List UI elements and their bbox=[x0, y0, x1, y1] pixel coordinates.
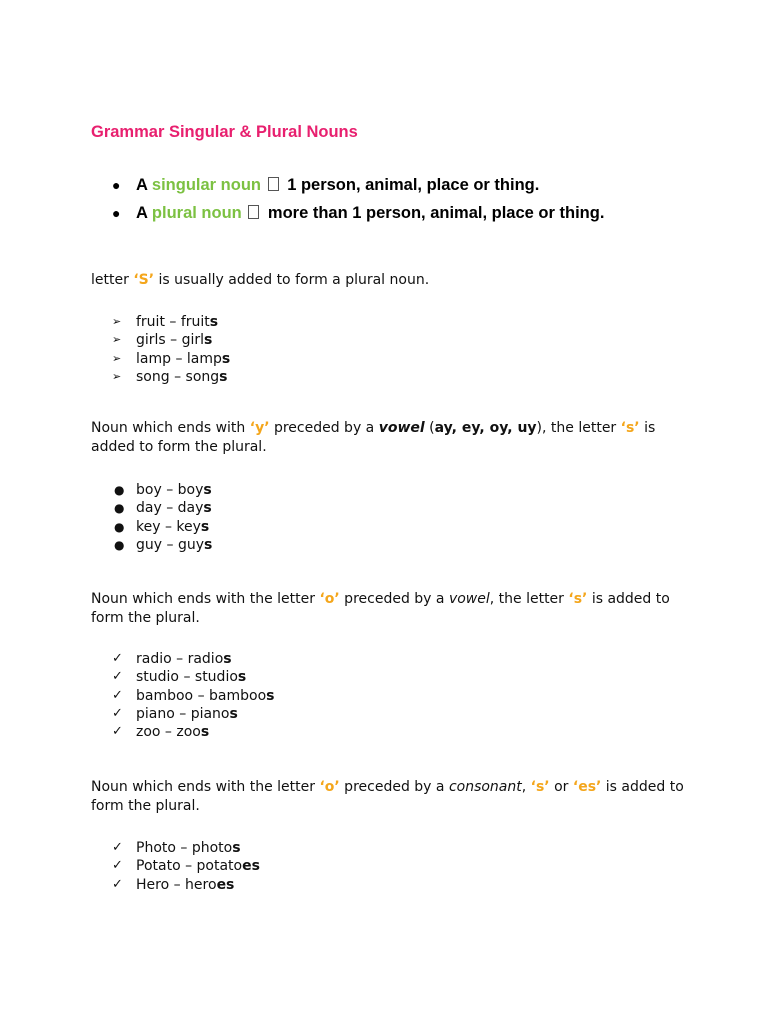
rule-paragraph-o-consonant bbox=[91, 778, 691, 816]
highlighted-letter: ‘es’ bbox=[572, 779, 602, 795]
paragraph-text: , bbox=[521, 779, 531, 795]
paragraph-text: Noun which ends with the letter bbox=[91, 591, 320, 607]
paragraph-text: ( bbox=[424, 420, 435, 436]
word-pair: Potato – potato bbox=[136, 858, 243, 875]
highlighted-letter: ‘s’ bbox=[568, 591, 588, 607]
word-pair: zoo – zoo bbox=[136, 724, 201, 741]
term-singular-noun: singular noun bbox=[151, 176, 261, 194]
arrow-bullet-icon: ➢ bbox=[112, 369, 122, 383]
highlighted-letter: ‘s’ bbox=[530, 779, 550, 795]
list-item bbox=[112, 368, 230, 386]
intro-definition: 1 person, animal, place or thing. bbox=[287, 176, 540, 194]
word-pair: fruit – fruit bbox=[136, 314, 210, 330]
paragraph-text: letter bbox=[91, 272, 134, 288]
emphasis-text: vowel bbox=[378, 420, 425, 436]
plural-suffix: es bbox=[216, 876, 235, 893]
paragraph-text: is usually added to form a plural noun. bbox=[154, 272, 430, 288]
list-item bbox=[112, 876, 260, 894]
list-item bbox=[112, 350, 230, 368]
dot-bullet-icon: ● bbox=[112, 177, 121, 193]
paragraph-text: ), the letter bbox=[536, 420, 621, 436]
arrow-bullet-icon: ➢ bbox=[112, 333, 122, 347]
checkmark-icon: ✓ bbox=[112, 840, 123, 855]
paragraph-text: preceded by a bbox=[339, 591, 449, 607]
example-list-o-vowel bbox=[112, 650, 275, 741]
highlighted-letter: ‘o’ bbox=[319, 779, 340, 795]
paragraph-text: Noun which ends with bbox=[91, 420, 250, 436]
highlighted-letter: ‘o’ bbox=[319, 591, 340, 607]
word-pair: girls – girl bbox=[136, 332, 205, 349]
intro-definition-list bbox=[112, 175, 604, 231]
plural-suffix: s bbox=[200, 518, 210, 535]
missing-glyph-box-icon bbox=[248, 205, 259, 219]
word-pair: day – day bbox=[136, 500, 204, 517]
paragraph-text: is added to form the plural. bbox=[91, 591, 670, 626]
intro-item-singular bbox=[112, 175, 604, 203]
term-plural-noun: plural noun bbox=[151, 204, 242, 222]
word-pair: key – key bbox=[136, 518, 201, 535]
example-list-o-consonant bbox=[112, 839, 260, 894]
highlighted-letter: ‘S’ bbox=[133, 272, 155, 288]
missing-glyph-box-icon bbox=[268, 177, 279, 191]
word-pair: Photo – photo bbox=[136, 840, 233, 856]
paragraph-text: is added to form the plural. bbox=[91, 420, 656, 455]
paragraph-text: preceded by a bbox=[339, 779, 449, 795]
word-pair: bamboo – bamboo bbox=[136, 687, 267, 704]
word-pair: studio – studio bbox=[136, 669, 238, 686]
word-pair: Hero – hero bbox=[136, 876, 217, 893]
list-item bbox=[112, 313, 230, 331]
checkmark-icon: ✓ bbox=[112, 858, 123, 874]
plural-suffix: s bbox=[237, 669, 247, 686]
list-item bbox=[112, 518, 212, 536]
plural-suffix: s bbox=[223, 651, 232, 667]
plural-suffix: es bbox=[242, 858, 260, 875]
paragraph-text: or bbox=[549, 779, 573, 795]
plural-suffix: s bbox=[200, 724, 210, 741]
list-item bbox=[112, 536, 212, 554]
dot-bullet-icon: ● bbox=[114, 537, 125, 552]
list-item bbox=[112, 668, 275, 686]
dot-bullet-icon: ● bbox=[114, 483, 125, 497]
list-item bbox=[112, 857, 260, 875]
plural-suffix: s bbox=[204, 332, 213, 349]
example-list-s bbox=[112, 313, 230, 386]
checkmark-icon: ✓ bbox=[112, 724, 123, 740]
intro-article: A bbox=[136, 176, 148, 194]
checkmark-icon: ✓ bbox=[112, 876, 123, 892]
example-list-y bbox=[112, 481, 212, 554]
plural-suffix: s bbox=[232, 840, 241, 856]
arrow-bullet-icon: ➢ bbox=[112, 351, 122, 365]
bold-text: ay, ey, oy, uy bbox=[434, 420, 537, 436]
checkmark-icon: ✓ bbox=[112, 669, 123, 685]
list-item bbox=[112, 650, 275, 668]
list-item bbox=[112, 499, 212, 517]
word-pair: guy – guy bbox=[136, 536, 204, 553]
word-pair: boy – boy bbox=[136, 482, 204, 498]
word-pair: radio – radio bbox=[136, 651, 224, 667]
paragraph-text: , the letter bbox=[489, 591, 569, 607]
paragraph-text: Noun which ends with the letter bbox=[91, 779, 320, 795]
italic-text: vowel bbox=[448, 591, 490, 607]
list-item bbox=[112, 687, 275, 705]
plural-suffix: s bbox=[204, 536, 213, 553]
word-pair: piano – piano bbox=[136, 705, 230, 722]
plural-suffix: s bbox=[209, 314, 219, 330]
paragraph-text: preceded by a bbox=[269, 420, 379, 436]
plural-suffix: s bbox=[221, 350, 231, 367]
paragraph-text: is added to form the plural. bbox=[91, 779, 684, 814]
list-item bbox=[112, 839, 260, 857]
list-item bbox=[112, 705, 275, 723]
dot-bullet-icon: ● bbox=[112, 205, 121, 221]
page-title: Grammar Singular & Plural Nouns bbox=[91, 123, 358, 141]
word-pair: lamp – lamp bbox=[136, 350, 222, 367]
plural-suffix: s bbox=[229, 705, 238, 722]
word-pair: song – song bbox=[136, 368, 220, 385]
intro-article: A bbox=[136, 204, 148, 222]
highlighted-letter: ‘s’ bbox=[620, 420, 640, 436]
checkmark-icon: ✓ bbox=[112, 705, 123, 721]
rule-paragraph-s bbox=[91, 271, 691, 290]
intro-item-plural bbox=[112, 203, 604, 231]
arrow-bullet-icon: ➢ bbox=[112, 315, 122, 328]
list-item bbox=[112, 481, 212, 499]
rule-paragraph-o-vowel bbox=[91, 590, 691, 628]
intro-definition: more than 1 person, animal, place or thing. bbox=[267, 204, 605, 222]
italic-text: consonant bbox=[448, 779, 522, 795]
plural-suffix: s bbox=[203, 500, 212, 517]
checkmark-icon: ✓ bbox=[112, 651, 123, 666]
dot-bullet-icon: ● bbox=[114, 501, 125, 516]
plural-suffix: s bbox=[266, 687, 275, 704]
highlighted-letter: ‘y’ bbox=[249, 420, 270, 436]
checkmark-icon: ✓ bbox=[112, 687, 123, 703]
rule-paragraph-y bbox=[91, 419, 691, 457]
dot-bullet-icon: ● bbox=[114, 519, 125, 534]
plural-suffix: s bbox=[203, 482, 212, 498]
list-item bbox=[112, 723, 275, 741]
plural-suffix: s bbox=[219, 368, 228, 385]
list-item bbox=[112, 331, 230, 349]
